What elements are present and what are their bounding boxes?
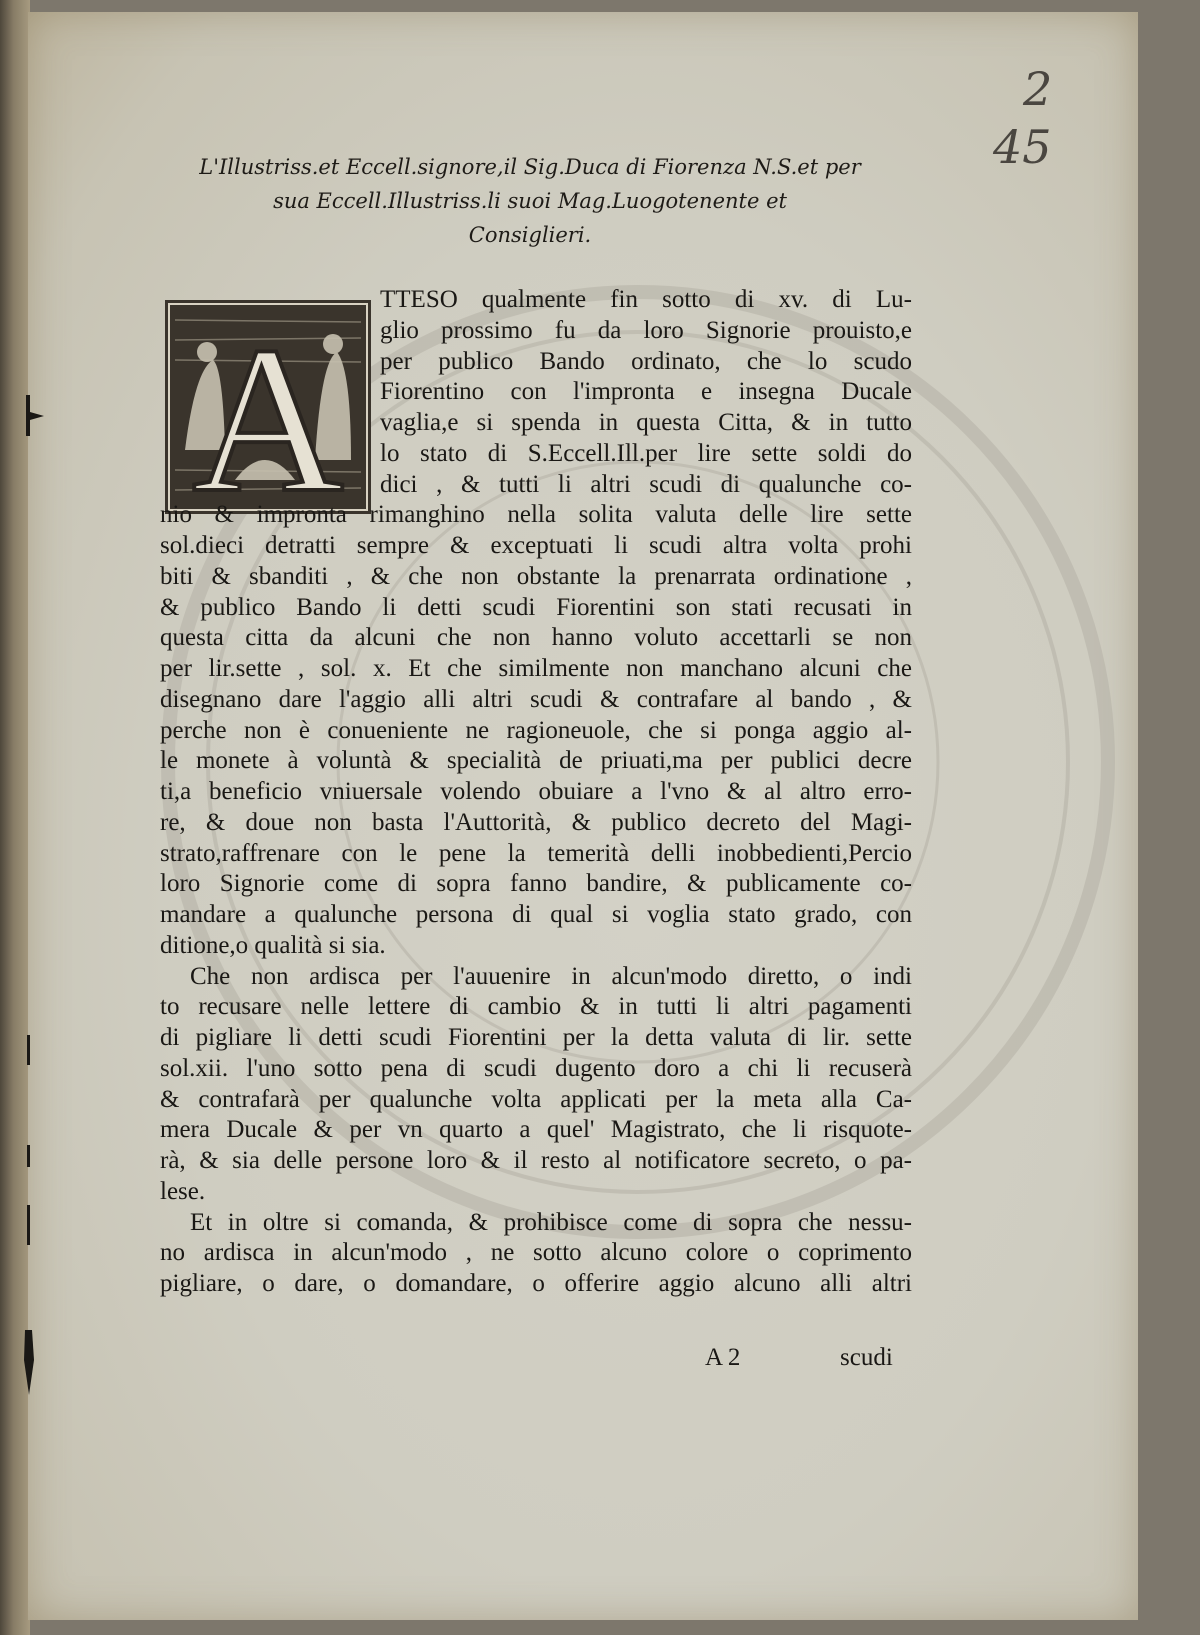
body-line: sol.dieci detratti sempre & exceptuati li scudi altra volta prohi: [160, 532, 912, 559]
body-line: dici , & tutti li altri scudi di qualunche co-: [380, 470, 912, 498]
body-line: perche non è conueniente ne ragioneuole, che si ponga aggio al-: [160, 716, 912, 744]
body-line: re, & doue non basta l'Auttorità, & publico decreto del Magi-: [160, 808, 912, 836]
body-line: Fiorentino con l'impronta e insegna Ducale: [380, 378, 912, 406]
body-line: per publico Bando ordinato, che lo scudo: [380, 347, 912, 375]
body-line: lese.: [160, 1177, 206, 1205]
signature-mark: A 2: [705, 1344, 741, 1371]
body-line: Che non ardisca per l'auuenire in alcun'modo diretto, o indi: [190, 962, 912, 990]
body-line: ti,a beneficio vniuersale volendo obuiare a l'vno & al altro erro-: [160, 778, 912, 805]
body-line: di pigliare li detti scudi Fiorentini per la detta valuta di lir. sette: [160, 1024, 912, 1051]
body-line: Et in oltre si comanda, & prohibisce come di sopra che nessu-: [190, 1208, 912, 1236]
body-line: to recusare nelle lettere di cambio & in tutti li altri pagamenti: [160, 993, 912, 1021]
body-line: sol.xii. l'uno sotto pena di scudi dugento doro a chi li recuserà: [160, 1054, 912, 1082]
initial-letter: A: [192, 304, 344, 514]
body-line: questa citta da alcuni che non hanno voluto accettarli se non: [160, 624, 912, 652]
body-line: & contrafarà per qualunche volta applicati per la meta alla Ca-: [160, 1085, 912, 1113]
body-line: ditione,o qualità si sia.: [160, 931, 386, 959]
body-line: vaglia,e si spenda in questa Citta, & in tutto: [380, 409, 912, 436]
body-line: pigliare, o dare, o domandare, o offerire aggio alcuno alli altri: [160, 1270, 912, 1297]
folio-number: 2: [1023, 62, 1053, 116]
folio-number-secondary: 45: [993, 120, 1052, 174]
decree-body: [160, 285, 912, 1300]
body-line: mandare a qualunche persona di qual si voglia stato grado, con: [160, 901, 912, 928]
body-line: lo stato di S.Eccell.Ill.per lire sette soldi do: [380, 439, 912, 467]
body-line: loro Signorie come di sopra fanno bandire, & publicamente co-: [160, 870, 912, 898]
heading-line: sua Eccell.Illustriss.li suoi Mag.Luogotenente et: [273, 189, 787, 213]
decree-heading: [150, 150, 910, 252]
body-line: rà, & sia delle persone loro & il resto al notificatore secreto, o pa-: [160, 1147, 912, 1174]
body-line: no ardisca in alcun'modo , ne sotto alcuno colore o coprimento: [160, 1239, 912, 1267]
body-line: le monete à voluntà & specialità de priuati,ma per publici decre: [160, 747, 912, 775]
body-line: biti & sbanditi , & che non obstante la prenarrata ordinatione ,: [160, 562, 912, 590]
body-line: per lir.sette , sol. x. Et che similmente non manchano alcuni che: [160, 655, 912, 682]
binding-marks: [0, 0, 44, 1635]
heading-line: L'Illustriss.et Eccell.signore,il Sig.Duca di Fiorenza N.S.et per: [199, 155, 861, 179]
heading-line: Consiglieri.: [468, 223, 592, 247]
body-line: strato,raffrenare con le pene la temerità delli inobbedienti,Percio: [160, 839, 912, 867]
catchword: scudi: [840, 1344, 893, 1371]
body-line: glio prossimo fu da loro Signorie prouisto,e: [380, 316, 912, 344]
body-line: nio & impronta rimanghino nella solita valuta delle lire sette: [160, 501, 912, 529]
body-line: TTESO qualmente fin sotto di xv. di Lu-: [380, 286, 912, 313]
body-line: disegnano dare l'aggio alli altri scudi & contrafare al bando , &: [160, 685, 912, 713]
body-line: mera Ducale & per vn quarto a quel' Magistrato, che li risquote-: [160, 1116, 912, 1144]
body-line: & publico Bando li detti scudi Fiorentini son stati recusati in: [160, 593, 912, 621]
